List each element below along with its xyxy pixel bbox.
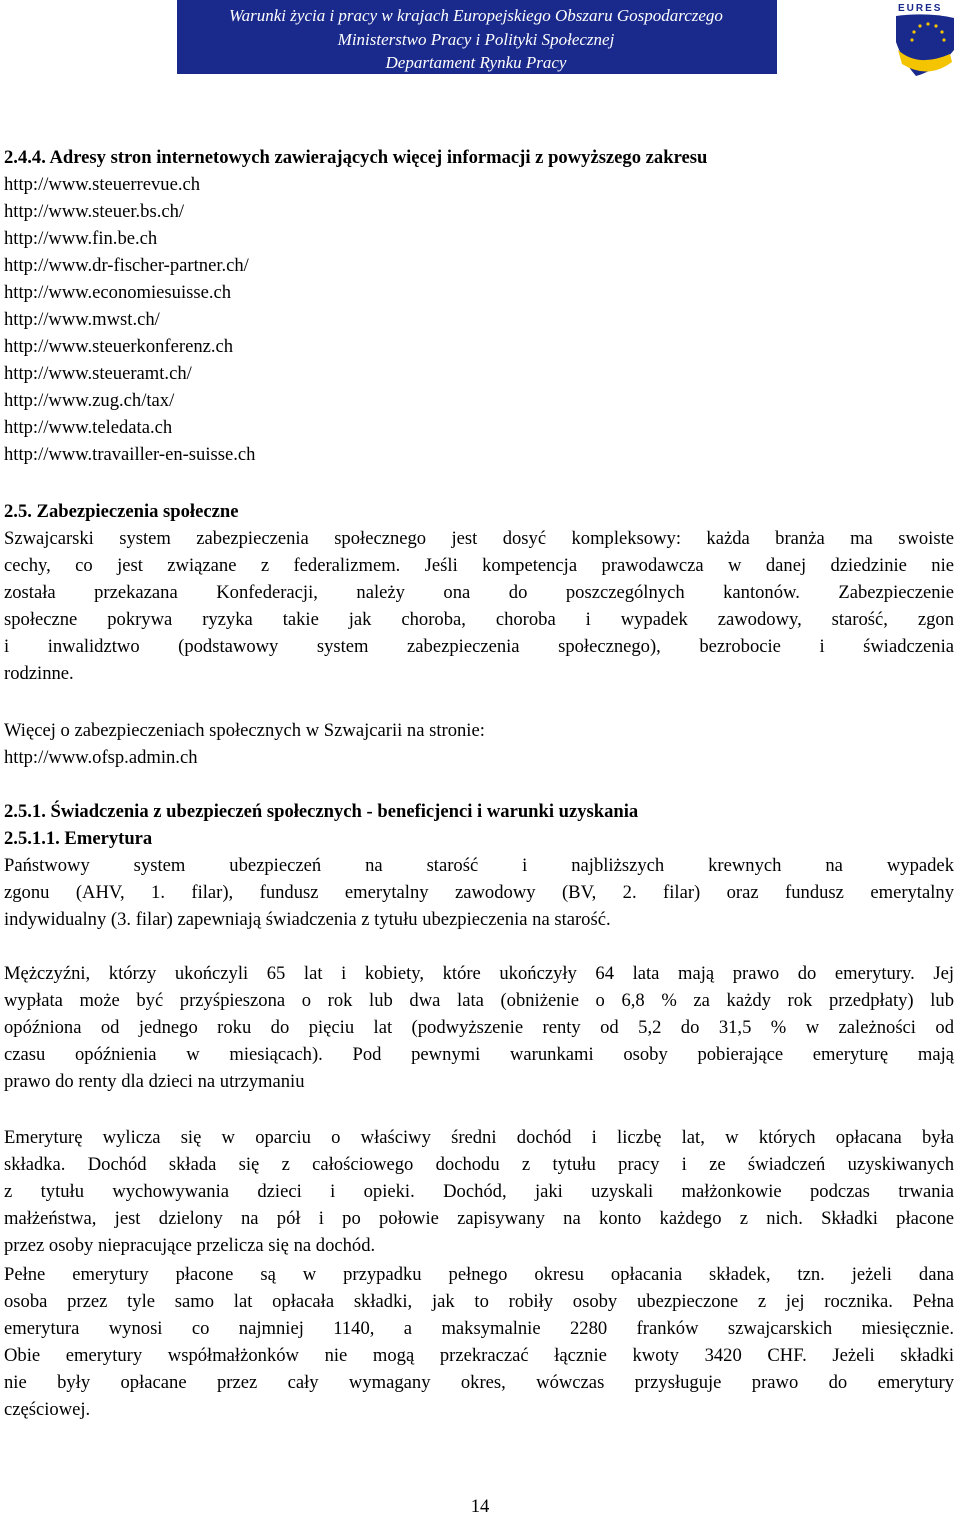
paragraph-line: Obie emerytury współmałżonków nie mogą przekraczać łącznie kwoty 3420 CHF. Jeżeli składki [4,1345,954,1366]
eures-logo-wordmark: EURES [898,3,943,14]
url-item: http://www.steuer.bs.ch/ [4,201,185,222]
section-2-5-1-heading: 2.5.1. Świadczenia z ubezpieczeń społecznych - beneficjenci i warunki uzyskania [4,801,639,822]
url-item: http://www.teledata.ch [4,417,173,438]
url-item: http://www.steuerrevue.ch [4,174,201,195]
paragraph-line: rodzinne. [4,663,74,684]
paragraph-line: osoba przez tyle samo lat opłacała składki, jak to robiły osoby ubezpieczone z jej rocznika. Pełna [4,1291,954,1312]
paragraph-line: przez osoby niepracujące przelicza się na dochód. [4,1235,376,1256]
paragraph-line: czasu opóźnienia w miesiącach). Pod pewnymi warunkami osoby pobierające emeryturę mają [4,1044,954,1065]
eures-logo-icon [888,0,960,80]
section-2-5-paragraph [4,525,954,687]
paragraph-line: indywidualny (3. filar) zapewniają świadczenia z tytułu ubezpieczenia na starość. [4,909,611,930]
paragraph-line: Emeryturę wylicza się w oparciu o właściwy średni dochód i liczbę lat, w których opłacana była [4,1127,954,1148]
section-2-4-4-heading: 2.4.4. Adresy stron internetowych zawierających więcej informacji z powyższego zakresu [4,147,708,168]
more-info-url: http://www.ofsp.admin.ch [4,747,198,768]
url-item: http://www.economiesuisse.ch [4,282,232,303]
paragraph-line: z tytułu wychowywania dzieci i opieki. Dochód, jaki uzyskali małżonkowie podczas trwania [4,1181,954,1202]
header-text [0,4,960,75]
paragraph-line: składka. Dochód składa się z całościowego dochodu z tytułu pracy i ze świadczeń uzyskiwanych [4,1154,954,1175]
paragraph-line: prawo do renty dla dzieci na utrzymaniu [4,1071,305,1092]
pension-paragraph-1 [4,852,954,933]
pension-paragraph-4 [4,1261,954,1423]
page-number: 14 [470,1496,490,1517]
url-item: http://www.steueramt.ch/ [4,363,192,384]
paragraph-line: małżeństwa, jest dzielony na pół i po połowie zapisywany na konto każdego z nich. Składki płacone [4,1208,954,1229]
paragraph-line: Mężczyźni, którzy ukończyli 65 lat i kobiety, które ukończyły 64 lata mają prawo do emerytury. Jej [4,963,954,984]
page-header [0,0,960,80]
paragraph-line: Państwowy system ubezpieczeń na starość i najbliższych krewnych na wypadek [4,855,954,876]
paragraph-line: Pełne emerytury płacone są w przypadku pełnego okresu opłacania składek, tzn. jeżeli dana [4,1264,954,1285]
paragraph-line: częściowej. [4,1399,91,1420]
paragraph-line: społeczne pokrywa ryzyka takie jak choroba, choroba i wypadek zawodowy, starość, zgon [4,609,954,630]
url-item: http://www.travailler-en-suisse.ch [4,444,256,465]
url-item: http://www.zug.ch/tax/ [4,390,175,411]
more-info-text: Więcej o zabezpieczeniach społecznych w Szwajcarii na stronie: [4,720,485,741]
paragraph-line: nie były opłacane przez cały wymagany okres, wówczas przysługuje prawo do emerytury [4,1372,954,1393]
pension-paragraph-3 [4,1124,954,1259]
paragraph-line: została przekazana Konfederacji, należy ona do poszczególnych kantonów. Zabezpieczenie [4,582,954,603]
header-line-1: Warunki życia i pracy w krajach Europejskiego Obszaru Gospodarczego [229,6,723,25]
paragraph-line: opóźniona od jednego roku do pięciu lat (podwyższenie renty od 5,2 do 31,5 % w zależności od [4,1017,954,1038]
url-item: http://www.steuerkonferenz.ch [4,336,234,357]
paragraph-line: Szwajcarski system zabezpieczenia społecznego jest dosyć kompleksowy: każda branża ma swoiste [4,528,954,549]
more-info [4,717,954,771]
url-item: http://www.fin.be.ch [4,228,158,249]
section-2-5-heading: 2.5. Zabezpieczenia społeczne [4,501,239,522]
paragraph-line: wypłata może być przyśpieszona o rok lub dwa lata (obniżenie o 6,8 % za każdy rok przedpłaty) lub [4,990,954,1011]
paragraph-line: cechy, co jest związane z federalizmem. Jeśli kompetencja prawodawcza w danej dziedzinie nie [4,555,954,576]
url-item: http://www.dr-fischer-partner.ch/ [4,255,249,276]
header-line-2: Ministerstwo Pracy i Polityki Społecznej [337,29,615,49]
paragraph-line: i inwalidztwo (podstawowy system zabezpieczenia społecznego), bezrobocie i świadczenia [4,636,954,657]
pension-paragraph-2 [4,960,954,1095]
header-line-3: Departament Rynku Pracy [385,53,567,72]
url-list [4,171,954,468]
section-2-5-1-1-heading: 2.5.1.1. Emerytura [4,828,153,849]
eures-logo [888,0,960,80]
paragraph-line: emerytura wynosi co najmniej 1140, a maksymalnie 2280 franków szwajcarskich miesięcznie. [4,1318,954,1339]
url-item: http://www.mwst.ch/ [4,309,160,330]
paragraph-line: zgonu (AHV, 1. filar), fundusz emerytalny zawodowy (BV, 2. filar) oraz fundusz emerytalny [4,882,954,903]
